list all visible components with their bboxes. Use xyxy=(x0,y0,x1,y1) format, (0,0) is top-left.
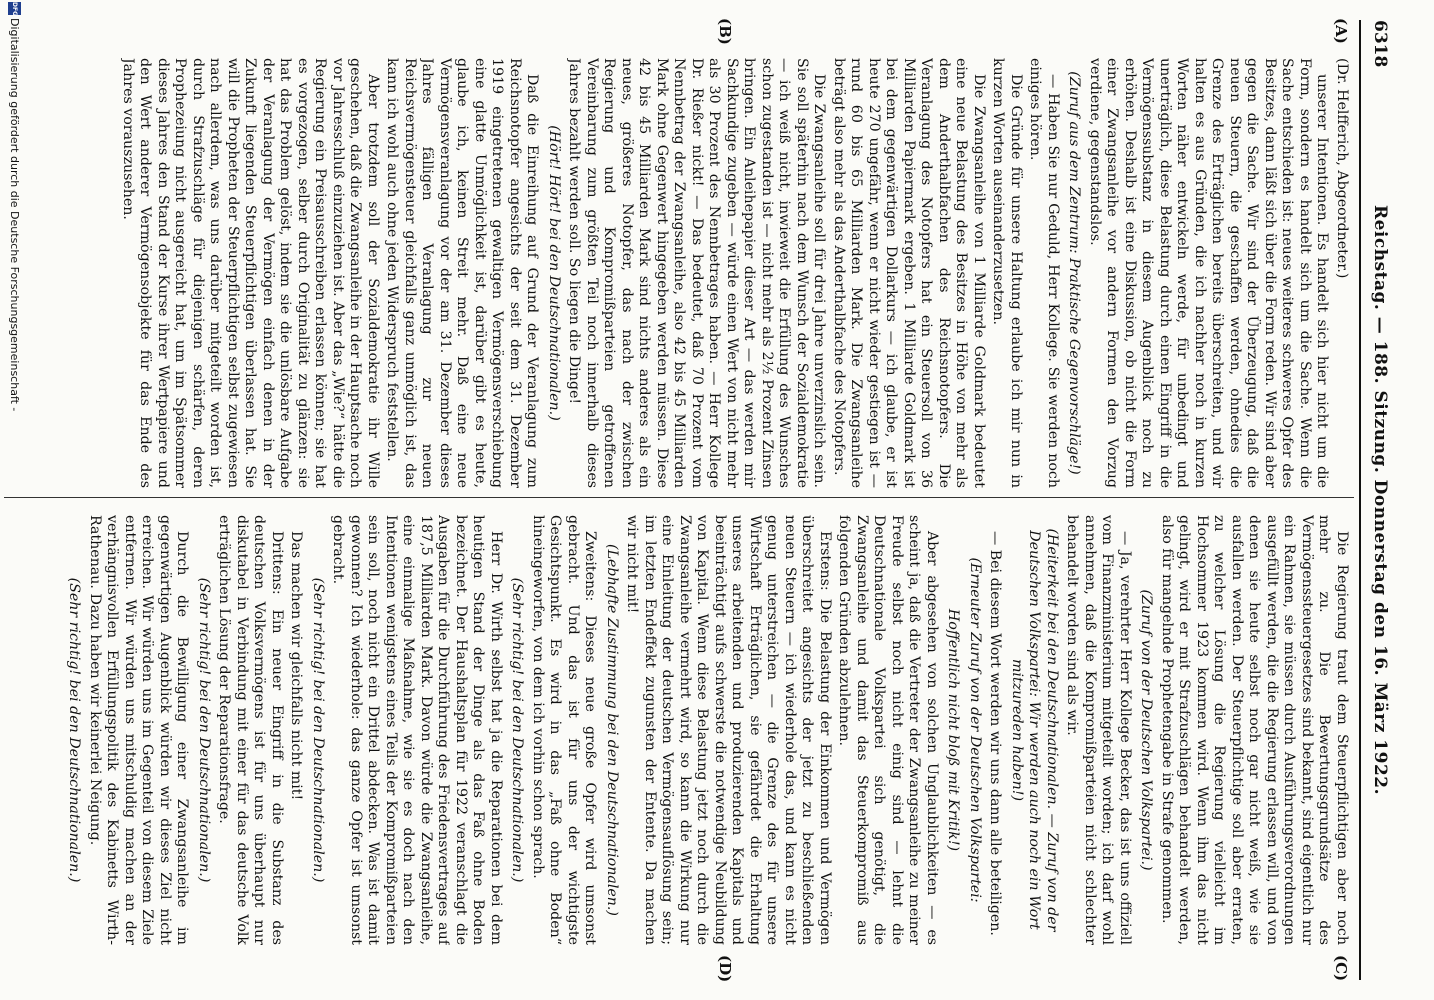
header-rule xyxy=(1359,20,1361,980)
left-paragraph: Die Zwangsanleihe soll für drei Jahre unverzinslich sein. Sie soll späterhin nach dem Wunsch der Sozialdemokratie — ich weiß nicht, inwieweit die Erfüllung des Wunsches schon zugestanden ist — nicht mehr als 2½ Prozent Zinsen bringen. Ein Anleihepapier dieser Art — das werden mir Sachkundige zugeben — würde einen Wert von nicht mehr als 30 Prozent des Nennbetrages haben. — Herr Kollege Dr. Rießer nickt! — Das bedeutet, daß 70 Prozent vom Nennbetrag der Zwangsanleihe, also 42 bis 45 Milliarden Mark ohne Gegenwert hingegeben werden müssen. Diese 42 bis 45 Milliarden Mark sind nichts anderes als ein neues, größeres Notopfer, das nach der zwischen Regierung und Kompromißparteien getroffenen Vereinbarung zum größten Teil noch innerhalb dieses Jahres bezahlt werden soll. So liegen die Dinge! xyxy=(566,58,828,488)
left-column xyxy=(15,58,1350,488)
interjection: (Lebhafte Zustimmung bei den Deutschnationalen.) xyxy=(604,544,620,916)
right-paragraph: Drittens: Ein neuer Eingriff in die Substanz des deutschen Volksvermögens ist für uns überhaupt nur diskutabel in Verbindung mit einer für das deutsche Volk erträglichen Lösung der Reparationsfrage. xyxy=(216,515,285,945)
digitization-credit: Digitalisierung gefördert durch die Deutsche Forschungsgemeinschaft - xyxy=(8,18,21,412)
left-paragraph: — Haben Sie nur Geduld, Herr Kollege. Sie werden noch einiges hören. xyxy=(1027,58,1061,488)
right-paragraph: Erstens: Die Belastung der Einkommen und Vermögen überschreitet angesichts der jetzt zu beschließenden neuen Steuern — ich wiederhole das, und kann es nicht genug unterstreichen — die Grenze des für unsere Wirtschaft Erträglichen, sie gefährdet die Erhaltung unseres arbeitenden und produzierenden Kapitals und beeinträchtigt aufs schwerste die notwendige Neubildung von Kapital. Wenn diese Belastung jetzt noch durch die Zwangsanleihe vermehrt wird, so kann die Wirkung nur eine Einleitung der deutschen Vermögensauflösung sein; im letzten Endeffekt zugunsten der Entente. Da machen wir nicht mit! xyxy=(624,515,833,945)
interjection: (Erneuter Zuruf von der Deutschen Volkspartei: xyxy=(967,557,983,903)
page-number: 6318 xyxy=(1370,20,1390,68)
interjection: (Zuruf aus dem Zentrum: Praktische Gegenvorschläge!) xyxy=(1066,71,1083,475)
left-paragraph: Aber trotzdem soll der Sozialdemokratie ihr Wille geschehen, daß die Zwangsanleihe in der Hauptsache noch vor Jahresschluß einzuziehen ist. Aber das „Wie?“ hätte die Regierung ein Preisausschreiben erlassen können; sie hat es vorgezogen, selber durch Originalität zu glänzen: sie hat das Problem gelöst, indem sie die unlösbare Aufgabe der Veranlagung der Vermögen einfach denen in der Zukunft liegenden Steuerpflichtigen überlassen hat. Sie will die Propheten der Steuerpflichtigen selbst zugewiesen nach allerdem, was uns darüber mitgeteilt worden ist, durch Strafzuschläge für diejenigen schärfen, deren Prophezeiung nicht ausgereicht hat, um im Spätsommer dieses Jahres den Stand der Kurse ihrer Wertpapiere und den Wert anderer Vermögensobjekte für das Ende des Jahres vorauszusehen. xyxy=(120,58,381,488)
page-footer xyxy=(0,0,26,1000)
right-paragraph: Das machen wir gleichfalls nicht mit! xyxy=(288,531,305,801)
interjection: (Sehr richtig! bei den Deutschnationalen.) xyxy=(66,577,83,883)
right-paragraph: Die Regierung traut dem Steuerpflichtigen aber noch mehr zu. Die Bewertungsgrundsätze des Vermögenssteuergesetzes sind bekannt, sind eigentlich nur ein Rahmen, sie müssen durch Ausführungsverordnungen ausgefüllt werden, die die Regierung erlassen will, und von denen sie heute selbst noch gar nicht weiß, wie sie ausfallen werden. Der Steuerpflichtige soll aber erraten, zu welcher Lösung die Regierung vielleicht im Hochsommer 1923 kommen wird. Wenn ihm das nicht gelingt, wird er mit Strafzuschlägen behandelt werden, also für mangelnde Prophetengabe in Strafe genommen. xyxy=(1159,515,1350,945)
column-divider xyxy=(4,497,1354,498)
interjection: (Sehr richtig! bei den Deutschnationalen.) xyxy=(310,577,326,883)
right-column xyxy=(15,515,1350,945)
left-paragraph: unserer Intentionen. Es handelt sich hier nicht um die Form, sondern es handelt sich um die Sache. Wenn die Sache entschieden ist: neues weiteres schweres Opfer des Besitzes, dann läßt sich über die Form reden. Wir sind aber gegen die Sache. Wir sind der Überzeugung, daß die neuen Steuern, die geschaffen werden, ohnedies die Grenze des Erträglichen bereits überschreiten, und wir halten es aus Gründen, die ich nachher noch in kurzen Worten näher entwickeln werde, für unbedingt und unerträglich, diese Belastung durch einen Eingriff in die Vermögenssubstanz in diesem Augenblick noch zu erhöhen. Deshalb ist eine Diskussion, ob nicht die Form einer Zwangsanleihe vor andern Formen den Vorzug verdiene, gegenstandslos. xyxy=(1087,58,1331,488)
interjection: (Hört! Hört! bei den Deutschnationalen.) xyxy=(546,125,562,421)
left-paragraph: Die Gründe für unsere Haltung erlaube ich mir nun in kurzen Worten auseinanderzusetzen. xyxy=(990,58,1024,488)
interjection: Hoffentlich nicht bloß mit Kritik!) xyxy=(945,608,962,852)
margin-mark-d: (D) xyxy=(716,955,734,983)
right-paragraph: — Ja, verehrter Herr Kollege Becker, das ist uns offiziell vom Finanzministerium mitgeteilt worden; ich darf wohl annehmen, daß die Kompromißparteien nicht schlechter behandelt worden sind als wir. xyxy=(1064,515,1133,945)
speaker-line: (Dr. Helfferich, Abgeordneter.) xyxy=(1334,58,1350,279)
dfg-logo: DFG xyxy=(8,2,21,15)
right-paragraph: Aber abgesehen von solchen Unglaublichkeiten — es scheint ja, daß die Vertreter der Zwangsanleihe zu meiner Freude selbst noch nicht einig sind — lehnt die Deutschnationale Volkspartei sich genötigt, die Zwangsanleihe und damit das Steuerkompromiß aus folgenden Gründen abzulehnen. xyxy=(836,515,940,945)
left-paragraph: Die Zwangsanleihe von 1 Milliarde Goldmark bedeutet eine neue Belastung des Besitzes in Höhe von mehr als dem Anderthalbfachen des Reichsnotopfers. Die Veranlagung des Notopfers hat ein Steuersoll von 36 Milliarden Papiermark ergeben. 1 Milliarde Goldmark ist bei dem gegenwärtigen Dollarkurs — ich glaube, er ist heute 270 ungefähr, wenn er nicht wieder gestiegen ist — rund 60 bis 65 Milliarden Mark. Die Zwangsanleihe beträgt also mehr als das Anderthalbfache des Notopfers. xyxy=(831,58,987,488)
margin-mark-a: (A) xyxy=(1332,18,1350,44)
left-paragraph: Daß die Einreihung auf Grund der Veranlagung zum Reichsnotopfer angesichts der seit dem 31. Dezember 1919 eingetretenen gewaltigen Vermögensverschiebung eine glatte Unmöglichkeit ist, darüber gibt es heute, glaube ich, keinen Streit mehr. Daß eine neue Vermögensveranlagung vor der am 31. Dezember dieses Jahres fälligen Veranlagung zur neuen Reichsvermögensteuer gleichfalls ganz unmöglich ist, das kann ich wohl auch ohne jeden Widerspruch feststellen. xyxy=(384,58,541,488)
margin-mark-b: (B) xyxy=(716,18,734,45)
page-title: Reichstag. — 188. Sitzung. Donnerstag den 16. März 1922. xyxy=(1370,204,1390,796)
interjection: (Sehr richtig! bei den Deutschnationalen.) xyxy=(509,577,526,883)
page-header xyxy=(1364,20,1390,980)
right-paragraph: — Bei diesem Wort werden wir uns dann alle beteiligen. xyxy=(987,531,1004,936)
interjection: (Heiterkeit bei den Deutschnationalen. — Zuruf von der Deutschen Volkspartei: Wir werden auch noch ein Wort mitzureden haben!) xyxy=(1009,528,1060,932)
interjection: (Zuruf von der Deutschen Volkspartei.) xyxy=(1138,589,1155,871)
right-paragraph: Herr Dr. Wirth selbst hat ja die Reparationen bei dem heutigen Stand der Dinge als das Faß ohne Boden bezeichnet. Der Haushaltsplan für 1922 veranschlagt die Ausgaben für die Durchführung des Friedensvertrages auf 187,5 Milliarden Mark. Davon würde die Zwangsanleihe, eine einmalige Maßnahme, wie sie es doch nach den Intentionen wenigstens eines Teils der Kompromißparteien sein soll, noch nicht ein Drittel abdecken. Was ist damit gewonnen? Ich wiederhole: das ganze Opfer ist umsonst gebracht. xyxy=(330,515,504,945)
right-paragraph: Durch die Bewilligung einer Zwangsanleihe im gegenwärtigen Augenblick würden wir dieses Ziel nicht erreichen. Wir würden uns im Gegenteil von diesem Ziele entfernen. Wir würden uns mitschuldig machen an der verhängnisvollen Erfüllungspolitik des Kabinetts Wirth-Rathenau. Dazu haben wir keinerlei Neigung. xyxy=(87,515,191,945)
margin-mark-c: (C) xyxy=(1332,955,1350,982)
interjection: (Sehr richtig! bei den Deutschnationalen.) xyxy=(196,577,212,883)
right-paragraph: Zweitens: Dieses neue große Opfer wird umsonst gebracht. Und das ist für uns der wichtigste Gesichtspunkt. Es wird in das „Faß ohne Boden“ hineingeworfen, von dem ich vorhin schon sprach. xyxy=(530,515,599,945)
